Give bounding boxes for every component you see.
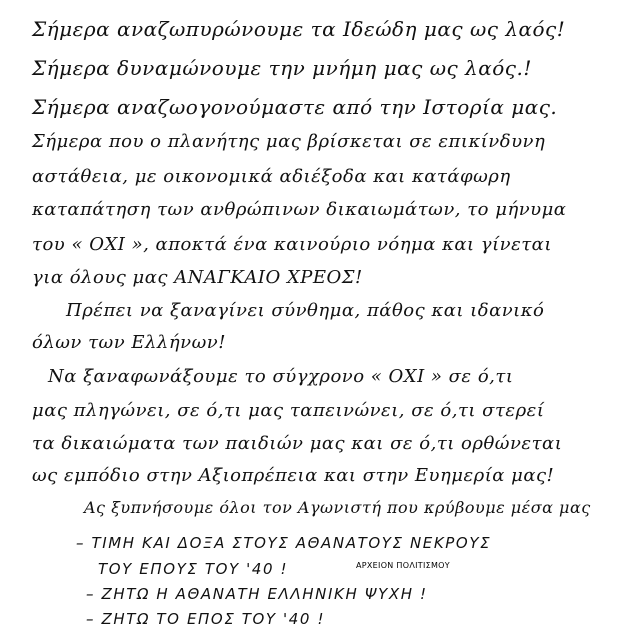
letter-line: Σήμερα αναζωογονούμαστε από την Ιστορία μας. (32, 95, 558, 119)
letter-line: Πρέπει να ξαναγίνει σύνθημα, πάθος και ιδανικό (66, 300, 545, 321)
slogan-line: – ΖΗΤΩ Η ΑΘΑΝΑΤΗ ΕΛΛΗΝΙΚΗ ΨΥΧΗ ! (86, 585, 428, 603)
letter-line: όλων των Ελλήνων! (32, 332, 226, 353)
slogan-line: – ΤΙΜΗ ΚΑΙ ΔΟΞΑ ΣΤΟΥΣ ΑΘΑΝΑΤΟΥΣ ΝΕΚΡΟΥΣ (76, 534, 492, 552)
slogan-line: ΤΟΥ ΕΠΟΥΣ ΤΟΥ '40 ! (98, 560, 289, 578)
letter-line: Ας ξυπνήσουμε όλοι τον Αγωνιστή που κρύβουμε μέσα μας (84, 498, 591, 517)
letter-line: Να ξαναφωνάξουμε το σύγχρονο « ΟΧΙ » σε ό,τι (48, 366, 514, 387)
letter-line: μας πληγώνει, σε ό,τι μας ταπεινώνει, σε ό,τι στερεί (32, 400, 545, 421)
letter-line: Σήμερα δυναμώνουμε την μνήμη μας ως λαός.! (32, 56, 532, 80)
letter-line: Σήμερα αναζωπυρώνουμε τα Ιδεώδη μας ως λαός! (32, 17, 566, 41)
letter-line: για όλους μας ΑΝΑΓΚΑΙΟ ΧΡΕΟΣ! (32, 267, 363, 288)
archive-stamp: ΑΡΧΕΙΟΝ ΠΟΛΙΤΙΣΜΟΥ (356, 561, 450, 570)
letter-line: του « ΟΧΙ », αποκτά ένα καινούριο νόημα και γίνεται (32, 234, 552, 255)
letter-line: Σήμερα που ο πλανήτης μας βρίσκεται σε επικίνδυνη (32, 131, 546, 152)
scan-top-edge (0, 0, 640, 14)
letter-line: αστάθεια, με οικονομικά αδιέξοδα και κατάφωρη (32, 166, 511, 187)
letter-line: ως εμπόδιο στην Αξιοπρέπεια και στην Ευημερία μας! (32, 465, 555, 486)
letter-line: τα δικαιώματα των παιδιών μας και σε ό,τι ορθώνεται (32, 433, 563, 454)
letter-line: καταπάτηση των ανθρώπινων δικαιωμάτων, το μήνυμα (32, 199, 567, 220)
slogan-line: – ΖΗΤΩ ΤΟ ΕΠΟΣ ΤΟΥ '40 ! (86, 610, 326, 628)
